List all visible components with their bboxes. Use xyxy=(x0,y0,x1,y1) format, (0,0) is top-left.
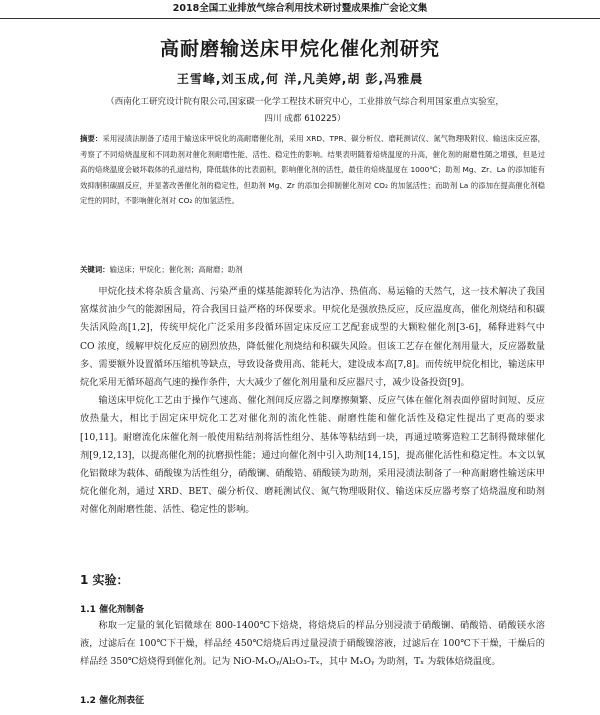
abstract-label: 摘要： xyxy=(80,134,103,143)
affiliation-line-2: 四川 成都 610225） xyxy=(264,114,346,124)
running-header-title: 2018全国工业排放气综合利用技术研讨暨成果推广会论文集 xyxy=(172,3,428,14)
catalyst-prep-section xyxy=(80,617,545,672)
intro-paragraph-2: 输送床甲烷化工艺由于操作气速高、催化剂间反应器之间摩擦频繁、反应气体在催化剂表面停留时间短、反应放热量大，相比于固定床甲烷化工艺对催化剂的流化性能、耐磨性能和催化活性及稳定性提出了更高的要求[10,11]。耐磨流化床催化剂一般使用粘结剂将活性组分、基体等粘结到一块，再通过喷雾造粒工艺制得微球催化剂[9,12,13]，以提高催化剂的抗磨损性能；通过向催化剂中引入助剂[14,15]，提高催化活性和稳定性。本文以氧化铝微球为载体、硝酸镍为活性组分，硝酸镧、硝酸锆、硝酸镁为助剂，采用浸渍法制备了一种高耐磨性输送床甲烷化催化剂，通过 XRD、BET、碳分析仪、磨耗测试仪、氮气物理吸附仪、输送床反应器考察了焙烧温度和助剂对催化剂耐磨性能、活性、稳定性的影响。 xyxy=(80,395,545,516)
paper-authors: 王雪峰,刘玉成,何 洋,凡美婷,胡 彭,冯雅晨 xyxy=(176,72,424,86)
affiliation-line-1: （西南化工研究设计院有限公司,国家碳一化学工程技术研究中心，工业排放气综合利用国家重点实验室， xyxy=(105,97,505,107)
intro-paragraph-1: 甲烷化技术将杂质含量高、污染严重的煤基能源转化为洁净、热值高、易运输的天然气，这一技术解决了我国富煤贫油少气的能源困局，符合我国日益严格的环保要求。甲烷化是强放热反应，反应温度高，催化剂烧结和积碳失活风险高[1,2]，传统甲烷化广泛采用多段循环固定床反应工艺配套成型的大颗粒催化剂[3-6]，稀释进料气中 CO 浓度，缓解甲烷化反应的剧烈放热，降低催化剂烧结和积碳失风险。但该工艺存在催化剂用量大，反应器数量多、需要额外设置循环压缩机等缺点，导致设备费用高、能耗大，建设成本高[7,8]。而传统甲烷化相比，输送床甲烷化采用无循环超高气速的操作条件，大大减少了催化剂用量和反应器尺寸，减少设备投资[9]。 xyxy=(80,286,545,389)
paper-title: 高耐磨输送床甲烷化催化剂研究 xyxy=(159,38,440,60)
abstract xyxy=(80,131,545,209)
catalyst-prep-paragraph: 称取一定量的氧化铝微球在 800-1400℃下焙烧，将焙烧后的样品分别浸渍于硝酸镧、硝酸锆、硝酸镁水溶液，过滤后在 100℃下干燥，样品经 450℃焙烧后再过量浸渍于硝酸镍溶液，过滤后在 100℃下干燥，干燥后的样品经 350℃焙烧得到催化剂。记为 NiO-MₓOᵧ/Al₂O₃-Tₓ，其中 MₓOᵧ 为助剂，Tₓ 为载体焙烧温度。 xyxy=(80,620,545,668)
section-heading-experiment: 1 实验： xyxy=(80,573,129,587)
keywords-label: 关键词： xyxy=(80,265,110,274)
introduction xyxy=(80,283,545,520)
keywords xyxy=(80,263,545,277)
abstract-text: 采用浸渍法制备了适用于输送床甲烷化的高耐磨催化剂，采用 XRD、TPR、碳分析仪、磨耗测试仪、氮气物理吸附仪、输送床反应器，考察了不同焙烧温度和不同助剂对催化剂耐磨性能、活性、稳定性的影响。结果表明随着焙烧温度的升高，催化剂的耐磨性随之增强，但是过高的焙烧温度会破坏载体的孔道结构，降低载体的比表面积，影响催化剂的活性，最佳的焙烧温度在 1000℃；助剂 Mg、Zr、La 的添加能有效抑制积碳副反应，并显著改善催化剂的稳定性，但助剂 Mg、Zr 的添加会抑制催化剂对 CO₂ 的加氢活性；而助剂 La 的添加在提高催化剂稳定性的同时，不影响催化剂对 CO₂ 的加氢活性。 xyxy=(80,134,545,206)
subsection-heading-catalyst-prep: 1.1 催化剂制备 xyxy=(80,605,145,615)
affiliation xyxy=(70,94,540,128)
keywords-text: 输送床；甲烷化；催化剂；高耐磨；助剂 xyxy=(109,265,243,274)
subsection-heading-characterization: 1.2 催化剂表征 xyxy=(80,696,145,706)
running-header xyxy=(0,0,600,19)
